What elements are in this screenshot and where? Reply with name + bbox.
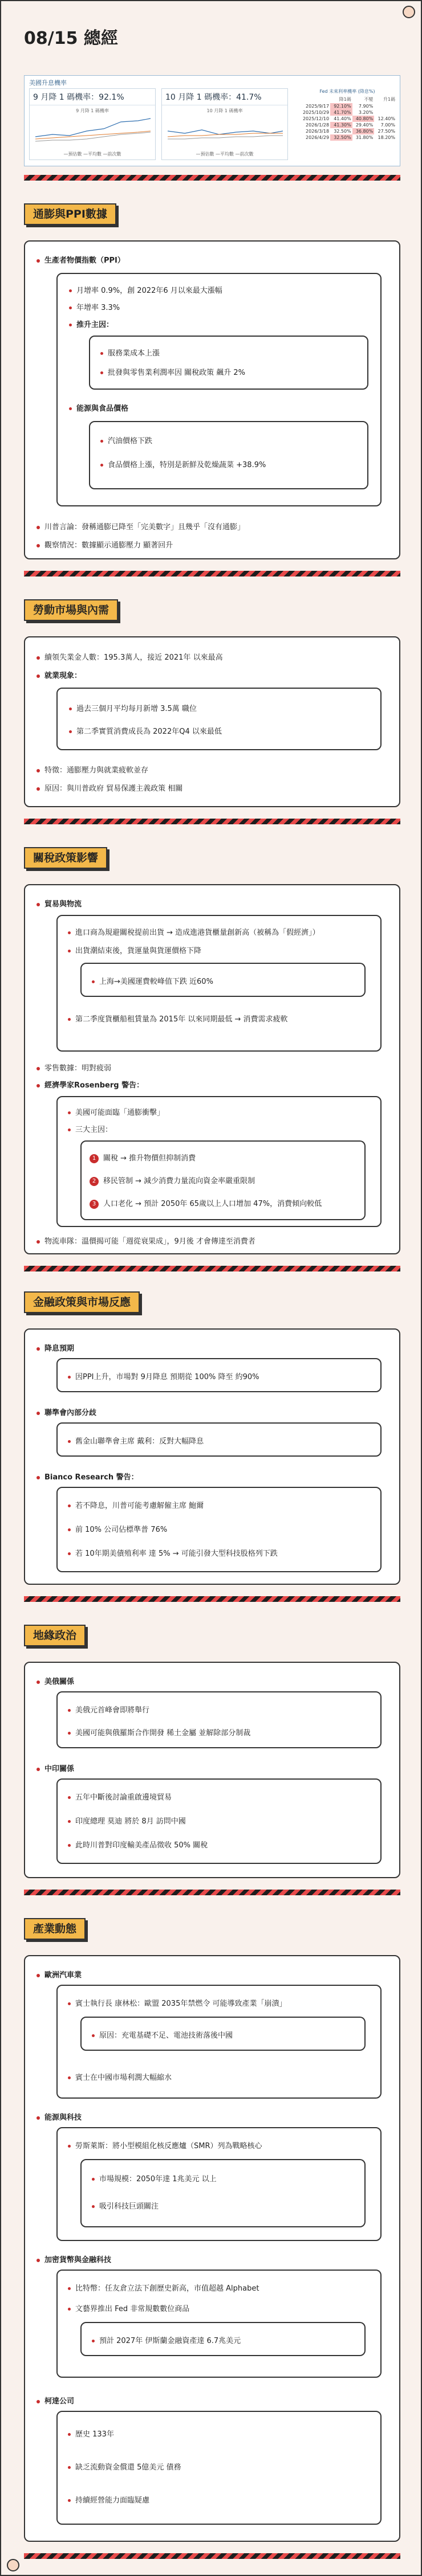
ppi-mom: 月增率 0.9%，創 2022年6 月以來最大漲幅: [69, 284, 222, 295]
divider-stripe: [24, 571, 400, 576]
table-row: 2025/10/29 41.70% 3.20%: [302, 110, 374, 115]
driver-2: 批發與零售業利潤率因 關稅政策 飆升 2%: [100, 366, 245, 377]
china-india-2: 印度總理 莫迪 將於 8月 訪問中國: [68, 1815, 186, 1826]
food-1: 汽油價格下跌: [100, 435, 152, 445]
econ-2: 三大主因：: [68, 1123, 112, 1134]
gauge-sep-legend: —預估數 —平均數 —前次數: [63, 152, 121, 157]
labor-detail-box: [56, 688, 382, 750]
eu-auto-heading: 歐洲汽車業: [36, 1969, 82, 1980]
section-tariff-box: [24, 884, 400, 1254]
table-row: 2025/12/10 41.40% 40.80% 12.40%: [302, 116, 395, 121]
section-labor-box: [24, 636, 400, 807]
divider-stripe: [24, 1596, 400, 1602]
divider-stripe: [24, 819, 400, 824]
drivers-box: [89, 336, 368, 390]
labor-feature: 特徵：通膨壓力與就業疲軟並存: [36, 764, 148, 775]
us-russia-box: [56, 1691, 382, 1748]
eu-auto-1: 賓士執行長 康林松：歐盟 2035年禁燃令 可能導致產業「崩潰」: [68, 1997, 286, 2008]
page-title: 08/15 總經: [24, 28, 118, 48]
gauge-oct-label: 10 月降 1 碼機率：41.7%: [162, 89, 287, 105]
section-header-geopolitics: 地緣政治: [24, 1625, 86, 1646]
section-inflation-box: [24, 240, 400, 559]
trade-heading: 貿易與物流: [36, 898, 82, 909]
badge-icon: [7, 2559, 19, 2571]
kodak-3: 持續經營能力面臨疑慮: [68, 2494, 149, 2505]
bianco-2: 前 10% 公司佔標準普 76%: [68, 1523, 167, 1534]
cut-1: 因PPI上升，市場對 9月降息 預期從 100% 降至 約90%: [68, 1371, 259, 1381]
fed-1: 舊金山聯準會主席 戴利：反對大幅降息: [68, 1435, 204, 1446]
food-energy-box: [89, 421, 368, 489]
cut-box: [56, 1358, 382, 1392]
fed-box: [56, 1422, 382, 1457]
divider-stripe: [24, 2553, 400, 2559]
china-india-1: 五年中斷後討論重啟邊境貿易: [68, 1791, 172, 1802]
table-title: Fed 未來利率機率 (降息%): [319, 89, 375, 94]
eu-auto-3: 賓士在中國市場利潤大幅縮水: [68, 2071, 172, 2082]
labor-claims: 續領失業金人數：195.3萬人，接近 2021年 以來最高: [36, 651, 223, 662]
section-industry-box: [24, 1955, 400, 2542]
badge-icon: [403, 6, 415, 18]
gauge-sep-lines: [30, 114, 156, 148]
trump-comment: 川普言論：發稱通膨已降至「完美數字」且幾乎「沒有通膨」: [36, 521, 245, 531]
gauge-sep-label: 9 月降 1 碼機率：92.1%: [30, 89, 155, 105]
bianco-1: 若不降息，川普可能考慮解僱主席 鮑爾: [68, 1499, 204, 1510]
energy-box: [56, 2127, 382, 2241]
eu-reason-box: [80, 2017, 366, 2051]
section-header-labor: 勞動市場與內需: [24, 599, 118, 621]
bianco-heading: Bianco Research 警告：: [36, 1471, 139, 1482]
section-header-inflation: 通膨與PPI數據: [24, 203, 116, 225]
gauge-sep: [29, 88, 156, 160]
table-row: 2026/4/29 32.50% 31.80% 18.20%: [306, 135, 395, 140]
table-header-row: 降1碼 不變 升1碼: [339, 97, 395, 102]
table-row: 2026/3/18 32.50% 36.80% 27.50%: [306, 129, 395, 134]
energy-heading: 能源與科技: [36, 2111, 82, 2122]
fed-heading: 聯準會內部分歧: [36, 1406, 96, 1417]
cut-heading: 降息預期: [36, 1342, 74, 1353]
energy-1: 勞斯萊斯：將小型模組化核反應爐（SMR）列為戰略核心: [68, 2140, 262, 2150]
gauge-oct-sub: 10 月降 1 碼機率: [206, 108, 243, 113]
cause-3: 3 人口老化 → 預計 2050年 65歲以上人口增加 47%，消費傾向較低: [90, 1197, 322, 1209]
kodak-heading: 柯達公司: [36, 2395, 74, 2406]
eu-auto-box: [56, 1985, 382, 2099]
trade-box: [56, 915, 382, 1052]
section-header-tariff: 關稅政策影響: [24, 847, 107, 869]
retail-data: 零售數據：明對疲弱: [36, 1062, 111, 1073]
ppi-drivers: 推升主因：: [69, 318, 113, 329]
labor-phenomenon: 就業現象：: [36, 669, 82, 680]
gauge-oct-legend: —預估數 —平均數 —前次數: [196, 152, 254, 157]
gauge-sep-sub: 9 月降 1 碼機率: [76, 108, 109, 113]
bianco-box: [56, 1487, 382, 1572]
kodak-2: 缺乏流動資金償還 5億美元 債務: [68, 2461, 181, 2472]
china-india-heading: 中印關係: [36, 1763, 74, 1773]
crypto-1: 比特幣：任友倉立法下創歷史新高，市值超越 Alphabet: [68, 2282, 259, 2293]
logistics-note: 物流車隊：溫價揭可能「週從衰果成」，9月後 才會傳達至消費者: [36, 1235, 255, 1246]
table-row: 2025/9/17 92.10% 7.90%: [306, 104, 374, 109]
labor-cause: 原因：與川普政府 貿易保護主義政策 相關: [36, 782, 182, 793]
economist-heading: 經濟學家Rosenberg 警告：: [36, 1079, 144, 1090]
smr-box: [80, 2159, 366, 2227]
ppi-detail-box: [56, 273, 382, 506]
freight-box: [80, 963, 366, 997]
labor-jobs: 過去三個月平均每月新增 3.5萬 職位: [69, 702, 197, 713]
divider-stripe: [24, 175, 400, 181]
divider-stripe: [24, 1266, 400, 1271]
rate-probability-panel: [24, 75, 400, 166]
kodak-box: [56, 2411, 382, 2525]
crypto-heading: 加密貨幣與金融科技: [36, 2254, 111, 2264]
panel-title: 美國升息機率: [29, 79, 67, 87]
economist-box: [56, 1096, 382, 1227]
probability-table: [298, 88, 396, 141]
energy-3: 吸引科技巨頭關注: [92, 2200, 159, 2211]
islamic-finance-box: [80, 2322, 366, 2356]
food-2: 食品價格上漲，特別是新鮮及乾燥蔬菜 +38.9%: [100, 459, 266, 469]
eu-auto-2: 原因：充電基礎不足、電池技術落後中國: [92, 2029, 233, 2040]
driver-1: 服務業成本上漲: [100, 347, 160, 358]
section-geopolitics-box: [24, 1662, 400, 1878]
cause-2: 2 移民管制 → 減少消費力量流向資金率嚴重限制: [90, 1175, 255, 1186]
crypto-3: 預計 2027年 伊斯蘭金融資產達 6.7兆美元: [92, 2334, 241, 2345]
gauge-oct: [161, 88, 288, 160]
china-india-box: [56, 1778, 382, 1864]
trade-2: 出貨潮結束後，貨運量與貨運價格下降: [68, 944, 201, 955]
section-header-industry: 產業動態: [24, 1918, 86, 1940]
observation: 觀察情況：數據顯示通膨壓力 顯著回升: [36, 539, 173, 550]
ppi-yoy: 年增率 3.3%: [69, 301, 120, 312]
divider-stripe: [24, 1890, 400, 1895]
us-russia-2: 美國可能與俄羅斯合作開發 稀土金屬 並解除部分制裁: [68, 1727, 250, 1737]
china-india-3: 此時川普對印度輸美產品徵收 50% 關稅: [68, 1839, 208, 1850]
kodak-1: 歷史 133年: [68, 2428, 114, 2439]
us-russia-heading: 美俄關係: [36, 1675, 74, 1686]
crypto-2: 文藝界推出 Fed 非常規數數位商品: [68, 2303, 189, 2313]
gauge-oct-lines: [162, 114, 289, 148]
table-row: 2026/1/28 41.30% 29.40% 7.00%: [306, 122, 395, 128]
cause-1: 1 關稅 → 推升物價但抑制消費: [90, 1152, 196, 1163]
energy-2: 市場規模：2050年達 1兆美元 以上: [92, 2173, 217, 2184]
trade-1: 進口商為規避關稅提前出貨 → 造成進港貨櫃量創新高（被稱為「假經濟」）: [68, 926, 320, 937]
us-russia-1: 美俄元首峰會即將舉行: [68, 1704, 149, 1715]
labor-consumption: 第二季實質消費成長為 2022年Q4 以來最低: [69, 725, 222, 736]
section-header-finance: 金融政策與市場反應: [24, 1291, 140, 1313]
main-causes-box: [80, 1140, 366, 1220]
trade-3: 上海→美國運費較峰值下跌 近60%: [92, 975, 213, 986]
ppi-heading: 生產者物價指數（PPI）: [36, 254, 125, 265]
section-finance-box: [24, 1328, 400, 1585]
bianco-3: 若 10年期美債殖利率 達 5% → 可能引發大型科技股格列下跌: [68, 1547, 278, 1558]
econ-1: 美國可能面臨「通膨衝擊」: [68, 1106, 164, 1117]
trade-4: 第二季度貨櫃船租賃量為 2015年 以來同期最低 → 消費需求疲軟: [68, 1013, 288, 1024]
food-energy-heading: 能源與食品價格: [69, 402, 128, 413]
crypto-box: [56, 2270, 382, 2378]
